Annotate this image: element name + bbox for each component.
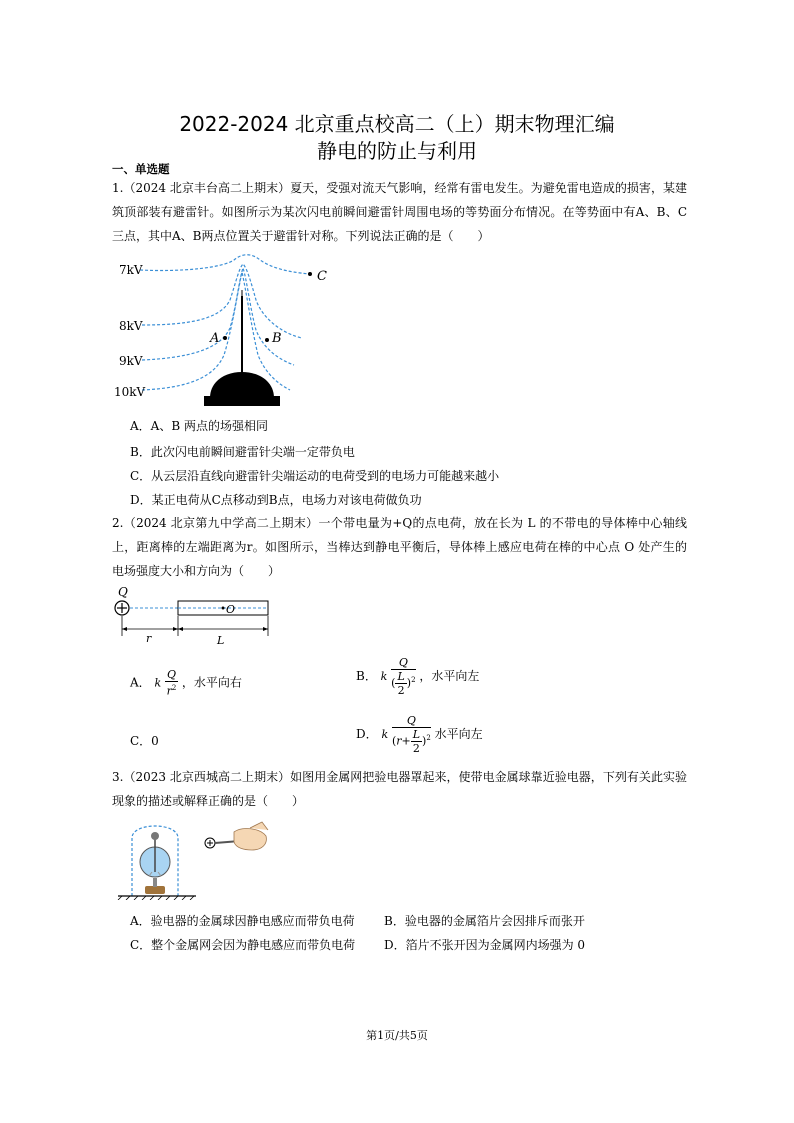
- q2-option-b: B． k Q ( $\frac{L}{2}$ )$^2$ ，水平向左: [356, 656, 480, 697]
- label-q: Q: [118, 585, 128, 599]
- label-r: r: [146, 632, 152, 645]
- q2-option-a-suffix: ，水平向右: [181, 675, 242, 690]
- question-1-text: 1.（2024 北京丰台高二上期末）夏天，受强对流天气影响，经常有雷电发生。为避免雷电造成的损害，某建筑顶部装有避雷针。如图所示为某次闪电前瞬间避雷针周围电场的等势面分布情况。在等势面中有A、B、C三点，其中A、B两点位置关于避雷针对称。下列说法正确的是（ ）: [112, 181, 687, 243]
- page-footer: 第1页/共5页: [366, 1029, 428, 1042]
- lightning-rod-figure: [112, 250, 342, 410]
- question-2-text: 2.（2024 北京第九中学高二上期末）一个带电量为+Q的点电荷，放在长为 L 的不带电的导体棒中心轴线上，距离棒的左端距离为r。如图所示，当棒达到静电平衡后，导体棒上感应电荷在棒的中心点 O 处产生的电场强度大小和方向为（ ）: [112, 516, 687, 578]
- q3-option-d: D．箔片不张开因为金属网内场强为 0: [384, 938, 586, 952]
- question-3-text: 3.（2023 北京西城高二上期末）如图用金属网把验电器罩起来，使带电金属球靠近验电器，下列有关此实验现象的描述或解释正确的是（ ）: [112, 770, 687, 808]
- label-c: C: [317, 269, 327, 284]
- q1-option-c: C．从云层沿直线向避雷针尖端运动的电荷受到的电场力可能越来越小: [130, 469, 500, 483]
- q1-option-d: D．某正电荷从C点移动到B点，电场力对该电荷做负功: [130, 493, 422, 507]
- label-a: A: [210, 331, 220, 346]
- electroscope-figure: [112, 820, 272, 900]
- q2-option-b-label: B．: [356, 669, 377, 683]
- q2-option-d-suffix: 水平向左: [434, 727, 483, 741]
- equipotential-8kv: [142, 264, 302, 338]
- q2-option-d-label: D．: [356, 727, 378, 741]
- q3-option-b: B．验电器的金属箔片会因排斥而张开: [384, 914, 585, 928]
- page-title: 2022-2024 北京重点校高二（上）期末物理汇编: [179, 112, 615, 136]
- q2-option-a-label: A．: [130, 675, 151, 690]
- equipotential-9kv: [142, 268, 294, 365]
- page-subtitle: 静电的防止与利用: [317, 139, 477, 163]
- q1-option-a: A．A、B 两点的场强相同: [130, 419, 268, 433]
- section-heading: 一、单选题: [112, 162, 170, 176]
- equipotential-7kv: [140, 255, 310, 274]
- q2-option-a: A． k $\frac{Q}{r^2}$ ，水平向右: [130, 668, 242, 698]
- label-o: O: [226, 603, 236, 616]
- q1-option-b: B．此次闪电前瞬间避雷针尖端一定带负电: [130, 445, 355, 459]
- label-9kv: 9kV: [119, 354, 143, 368]
- q3-option-a: A．验电器的金属球因静电感应而带负电荷: [130, 914, 355, 928]
- label-l: L: [217, 634, 225, 646]
- q2-option-c: C．0: [130, 734, 159, 748]
- charge-rod-figure: [110, 584, 280, 646]
- label-10kv: 10kV: [114, 385, 146, 399]
- label-7kv: 7kV: [119, 263, 143, 277]
- q2-option-d: D． k Q (r+ $\frac{L}{2}$ )$^2$ 水平向左: [356, 714, 483, 755]
- label-8kv: 8kV: [119, 319, 143, 333]
- q3-option-c: C．整个金属网会因为静电感应而带负电荷: [130, 938, 356, 952]
- q2-option-b-suffix: ，水平向左: [419, 669, 480, 683]
- label-b: B: [272, 331, 282, 346]
